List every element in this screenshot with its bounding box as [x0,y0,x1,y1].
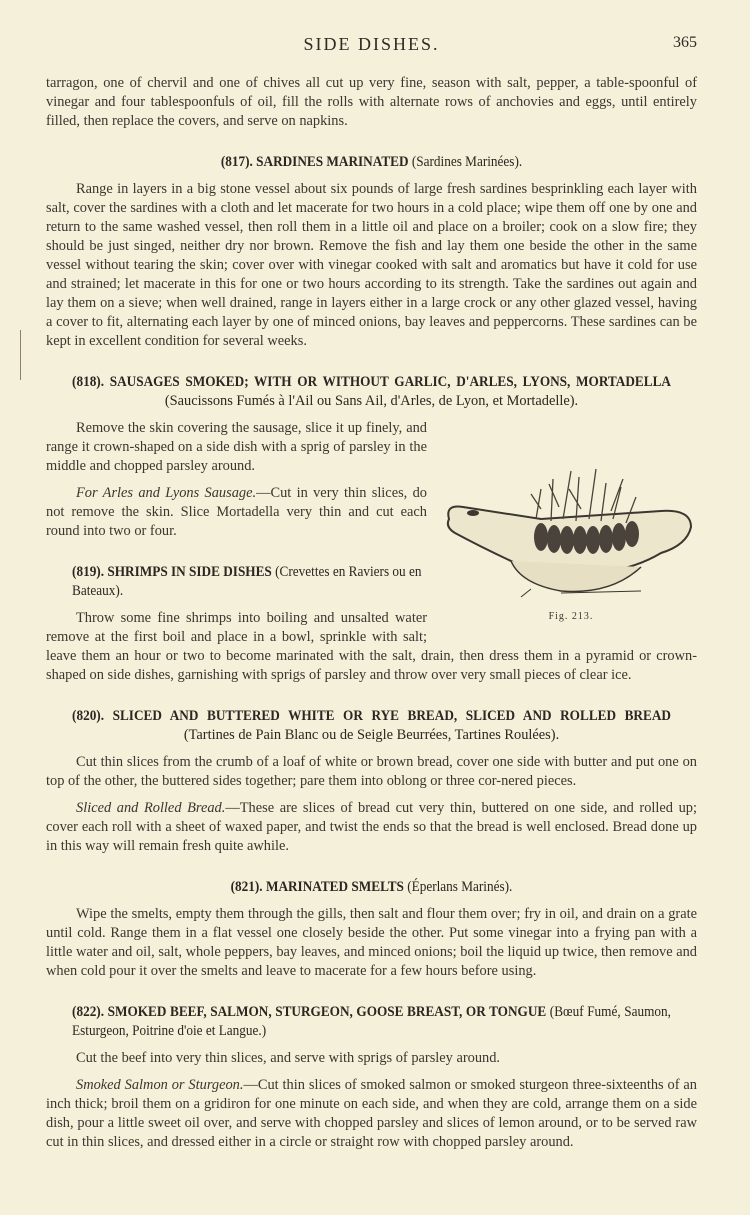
recipe-number: (819). [72,564,105,580]
recipe-817-body: Range in layers in a big stone vessel about six pounds of large fresh sardines besprinkling each layer with salt, cover the sardines with a cloth and let macerate for two hours in a cold place; wipe them off one by one and return to the same washed vessel, then roll them in a little oil and place on a broiler; cook on a slow fire; they should be just singed, neither dry nor brown. Remove the fish and lay them one beside the other in the same vessel without tearing the skin; cover over with vinegar cooked with salt and aromatics but have it cold for use and strained; let macerate in this for one or two hours according to its strength. Take the sardines out again and lay them on a sieve; when well drained, range in layers either in a large crock or any other glazed vessel, having a cover to fit, alternating each layer by one of minced onions, bay leaves and peppercorns. These sardines can be kept in excellent condition for several weeks. [46,181,697,349]
page-number: 365 [673,34,697,51]
recipe-title: SARDINES MARINATED [256,154,409,170]
margin-mark [20,330,21,380]
recipe-french-title: (Bœuf Fumé, Saumon, Esturgeon, Poitrine d'oie et Langue.) [72,1004,671,1039]
recipe-title: SMOKED BEEF, SALMON, STURGEON, GOOSE BREAST, OR TONGUE [107,1004,547,1020]
recipe-french-title: (Éperlans Marinés). [407,879,513,895]
recipe-french-title: (Sardines Marinées). [411,154,523,170]
variation-text: —Cut in very thin slices, do not remove the skin. Slice Mortadella very thin and cut each round into two or four. [46,485,427,539]
variation-lead: Sliced and Rolled Bread. [76,800,226,816]
recipe-820-body: Cut thin slices from the crumb of a loaf of white or brown bread, cover one side with butter and put one on top of the other, the buttered sides together; pare them into oblong or three cor-nered pieces. [46,754,697,789]
recipe-822-body: Cut the beef into very thin slices, and serve with sprigs of parsley around. [76,1050,501,1066]
recipe-822-heading [72,1003,671,1041]
recipe-820-variation [46,799,697,856]
recipe-title: MARINATED SMELTS [265,879,404,895]
recipe-820-french-title: (Tartines de Pain Blanc ou de Seigle Beurrées, Tartines Roulées). [183,727,560,743]
variation-text: —Cut thin slices of smoked salmon or smoked sturgeon three-sixteenths of an inch thick; broil them on a gridiron for one minute on each side, and when they are cold, arrange them on a side dish, pour a little sweet oil over, and serve with chopped parsley and slices of lemon around, or to be served raw cut in thin slices, and dressed either in a circle or straight row with chopped parsley around. [46,1077,698,1150]
variation-lead: Smoked Salmon or Sturgeon. [76,1077,244,1093]
recipe-number: (820). [72,708,105,724]
recipe-818-heading [72,373,671,392]
recipe-819-body: Throw some fine shrimps into boiling and unsalted water remove at the first boil and place in a bowl, sprinkle with salt; leave them an hour or two to become marinated with the salt, drain, then dress them in a pyramid or crown-shaped on side dishes, garnishing with sprigs of parsley and throw over very small pieces of clear ice. [46,610,697,683]
figure-caption: Fig. 213. [548,611,594,622]
recipe-818-french-title: (Saucissons Fumés à l'Ail ou Sans Ail, d'Arles, de Lyon, et Mortadelle). [164,393,579,409]
recipe-821-body: Wipe the smelts, empty them through the gills, then salt and flour them over; fry in oil, and drain on a grate until cold. Range them in a flat vessel one closely beside the other. Put some vinegar into a frying pan with a little water and oil, salt, whole peppers, bay leaves, and minced onions; boil the liquid up twice, then remove and when cold pour it over the smelts and leave to macerate for a few hours before using. [46,906,697,979]
variation-text: —These are slices of bread cut very thin, buttered on one side, and rolled up; cover each roll with a sheet of waxed paper, and twist the ends so that the bread is well enclosed. Bread done up in this way will remain fresh quite awhile. [46,800,697,854]
book-page [46,30,697,1152]
recipe-818-body: Remove the skin covering the sausage, slice it up finely, and range it crown-shaped on a side dish with a sprig of parsley in the middle and chopped parsley around. [46,420,427,474]
recipe-number: (821). [230,879,263,895]
recipe-title: SLICED AND BUTTERED WHITE OR RYE BREAD, SLICED AND ROLLED BREAD [112,708,671,724]
running-title: SIDE DISHES. [303,34,440,54]
recipe-819-heading [72,563,671,601]
recipe-820-heading [72,707,671,726]
figure-213 [441,449,701,639]
recipe-number: (818). [72,374,105,390]
intro-paragraph: tarragon, one of chervil and one of chives all cut up very fine, season with salt, pepper, a table-spoonful of vinegar and four tablespoonfuls of oil, fill the rolls with alternate rows of anchovies and eggs, until entirely filled, then replace the covers, and serve on napkins. [46,75,697,129]
recipe-817-heading [72,153,671,172]
running-head [46,30,697,60]
recipe-title: SAUSAGES SMOKED; WITH OR WITHOUT GARLIC, D'ARLES, LYONS, MORTADELLA [109,374,671,390]
recipe-number: (817). [220,154,253,170]
variation-lead: For Arles and Lyons Sausage. [76,485,257,501]
recipe-821-heading [72,878,671,897]
recipe-number: (822). [72,1004,105,1020]
recipe-french-title: (Crevettes en Raviers ou en Bateaux). [72,564,422,599]
recipe-822-variation [46,1076,697,1152]
recipe-title: SHRIMPS IN SIDE DISHES [107,564,272,580]
